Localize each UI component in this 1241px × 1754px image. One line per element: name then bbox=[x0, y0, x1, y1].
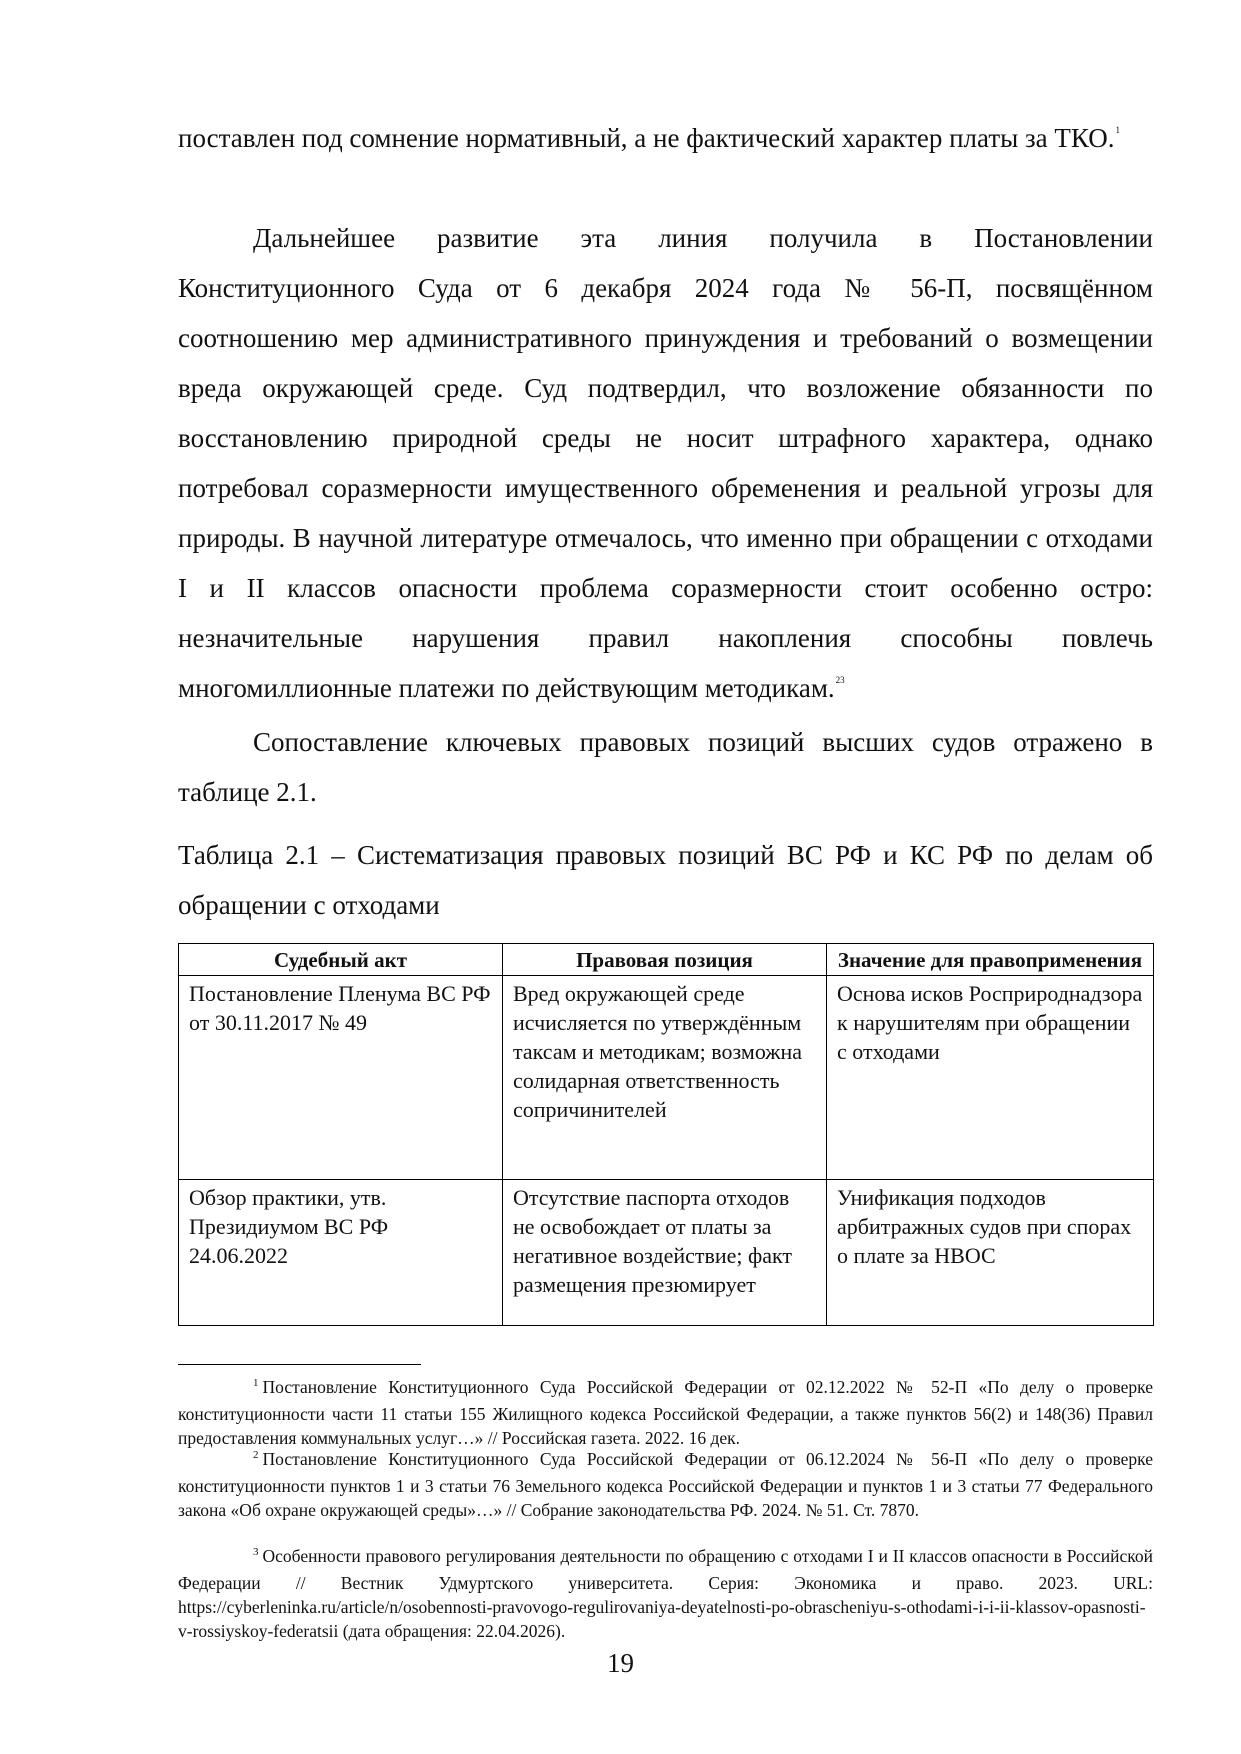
page-number: 19 bbox=[607, 1648, 634, 1678]
paragraph-court-ruling bbox=[178, 213, 1153, 719]
table-cell: Унификация подходов арбитражных судов при спорах о плате за НВОС bbox=[827, 1180, 1154, 1326]
table-header-cell: Правовая позиция bbox=[503, 944, 827, 976]
footnote-separator bbox=[178, 1364, 421, 1365]
paragraph-text: Дальнейшее развитие эта линия получила в Постановлении Конституционного Суда от 6 декабря 2024 года № 56-П, посвящённом соотношению мер административного принуждения и требований о возмещении вреда окружающей среде. Суд подтвердил, что возложение обязанности по восстановлению природной среды не носит штрафного характера, однако потребовал соразмерности имущественного обременения и реальной угрозы для природы. В научной литературе отмечалось, что именно при обращении с отходами I и II классов опасности проблема соразмерности стоит особенно остро: незначительные нарушения правил накопления способны повлечь многомиллионные платежи по действующим методикам. bbox=[178, 223, 1153, 703]
footnote-number: 2 bbox=[253, 1449, 259, 1461]
table-row bbox=[179, 1180, 1154, 1326]
table-header-cell: Судебный акт bbox=[179, 944, 503, 976]
table-cell: Постановление Пленума ВС РФ от 30.11.2017 № 49 bbox=[179, 976, 503, 1180]
paragraph-text: поставлен под сомнение нормативный, а не фактический характер платы за ТКО. bbox=[178, 123, 1115, 153]
table-cell: Основа исков Росприроднадзора к нарушителям при обращении с отходами bbox=[827, 976, 1154, 1180]
paragraph-continuation bbox=[178, 113, 1153, 169]
footnote-3 bbox=[178, 1544, 1153, 1643]
footnote-ref-2-3[interactable]: 23 bbox=[835, 675, 845, 685]
legal-positions-table bbox=[178, 943, 1154, 1326]
footnote-text: Особенности правового регулирования деятельности по обращению с отходами I и II классов опасности в Российской Федерации // Вестник Удмуртского университета. Серия: Экономика и право. 2023. URL: https://cyberleninka.ru/article/n/osobennosti-pravovogo-regulirovaniya-deyatelnosti-po-obrascheniyu-s-othodami-i-i-ii-klassov-opasnosti-v-rossiyskoy-federatsii (дата обращения: 22.04.2026). bbox=[178, 1546, 1153, 1641]
footnote-text: Постановление Конституционного Суда Российской Федерации от 02.12.2022 № 52-П «По делу о проверке конституционности части 11 статьи 155 Жилищного кодекса Российской Федерации, а также пунктов 56(2) и 148(36) Правил предоставления коммунальных услуг…» // Российская газета. 2022. 16 дек. bbox=[178, 1377, 1153, 1448]
table-cell: Вред окружающей среде исчисляется по утверждённым таксам и методикам; возможна солидарная ответственность сопричинителей bbox=[503, 976, 827, 1180]
footnote-ref-1[interactable]: 1 bbox=[1115, 125, 1120, 135]
footnote-number: 1 bbox=[253, 1377, 259, 1389]
footnote-text: Постановление Конституционного Суда Российской Федерации от 06.12.2024 № 56-П «По делу о проверке конституционности пунктов 1 и 3 статьи 76 Земельного кодекса Российской Федерации и пунктов 1 и 3 статьи 77 Федерального закона «Об охране окружающей среды»…» // Собрание законодательства РФ. 2024. № 51. Ст. 7870. bbox=[178, 1449, 1153, 1520]
table-caption: Таблица 2.1 – Систематизация правовых позиций ВС РФ и КС РФ по делам об обращении с отходами bbox=[178, 840, 1153, 920]
table-cell: Обзор практики, утв. Президиумом ВС РФ 24.06.2022 bbox=[179, 1180, 503, 1326]
footnote-number: 3 bbox=[253, 1546, 259, 1558]
table-header-cell: Значение для правоприменения bbox=[827, 944, 1154, 976]
footnote-1 bbox=[178, 1375, 1153, 1450]
table-cell: Отсутствие паспорта отходов не освобождает от платы за негативное воздействие; факт размещения презюмирует bbox=[503, 1180, 827, 1326]
table-header-row bbox=[179, 944, 1154, 976]
paragraph-table-intro: Сопоставление ключевых правовых позиций высших судов отражено в таблице 2.1. bbox=[178, 727, 1153, 807]
table-row bbox=[179, 976, 1154, 1180]
footnote-2 bbox=[178, 1447, 1153, 1522]
